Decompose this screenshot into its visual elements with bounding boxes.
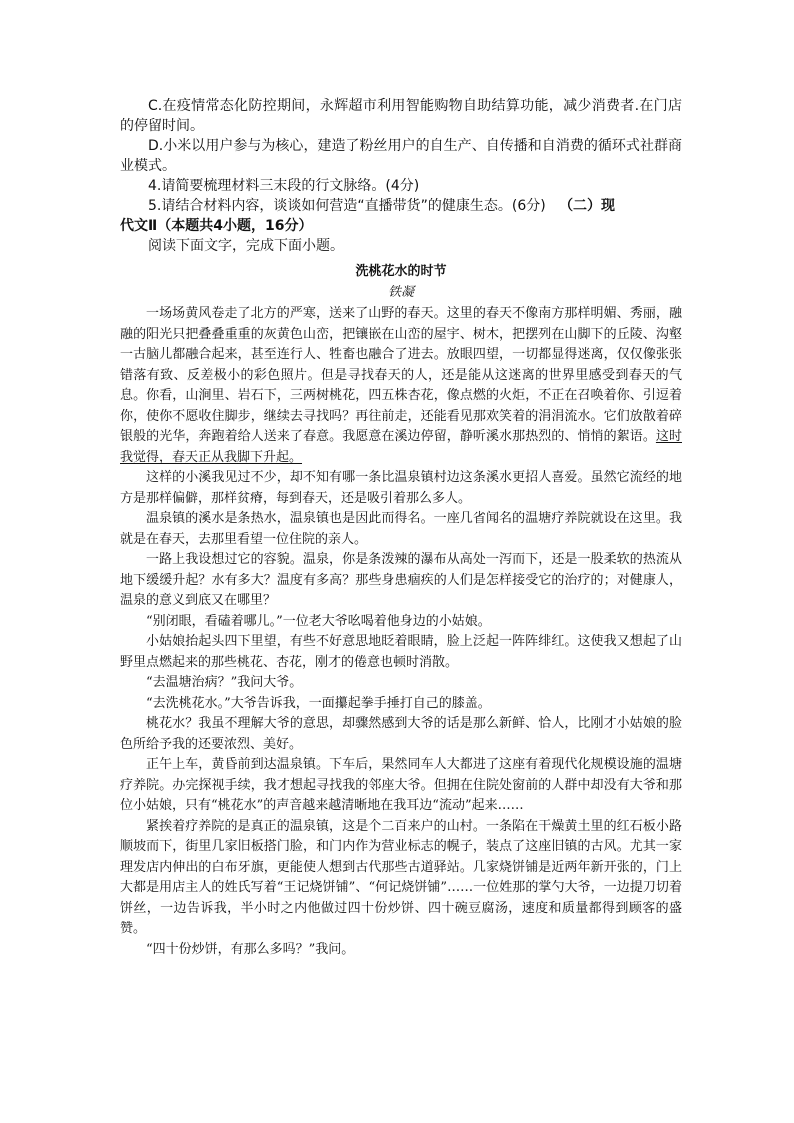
article-header xyxy=(120,262,682,303)
paragraph-2: 这样的小溪我见过不少，却不知有哪一条比温泉镇村边这条溪水更招人喜爱。虽然它流经的地方是那样偏僻，那样贫瘠，每到春天，还是吸引着那么多人。 xyxy=(120,470,682,506)
paragraph-5: “别闭眼，看磕着哪儿。”一位老大爷吆喝着他身边的小姑娘。 xyxy=(146,613,491,629)
section-2-heading-start: （二）现 xyxy=(559,198,616,214)
reading-instruction: 阅读下面文字，完成下面小题。 xyxy=(148,238,344,254)
paragraph-10: 正午上车，黄昏前到达温泉镇。下车后，果然同车人大都进了这座有着现代化规模设施的温塘疗养院。办完探视手续，我才想起寻找我的邻座大爷。但拥在住院处窗前的人群中却没有大爷和那位小姑娘，只有“桃花水”的声音越来越清晰地在我耳边“流动”起来…… xyxy=(120,757,682,813)
section-2-heading-end: 代文Ⅱ（本题共4小题，16分） xyxy=(120,218,313,234)
question-5 xyxy=(120,196,682,216)
question-4: 4.请简要梳理材料三末段的行文脉络。(4分) xyxy=(148,178,420,194)
underlined-sentence: 这时我觉得，春天正从我脚下升起。 xyxy=(120,429,682,465)
paragraph-8: “去洗桃花水。”大爷告诉我，一面攥起拳手捶打自己的膝盖。 xyxy=(146,695,491,711)
article-body xyxy=(120,304,682,960)
question-5-text: 5.请结合材料内容，谈谈如何营造“直播带货”的健康生态。(6分) xyxy=(148,198,546,214)
paragraph-1 xyxy=(120,304,682,468)
paragraph-1-main: 一场场黄风卷走了北方的严寒，送来了山野的春天。这里的春天不像南方那样明媚、秀丽，融融的阳光只把叠叠重重的灰黄色山峦，把镶嵌在山峦的屋宇、树木，把摆列在山脚下的丘陵、沟壑一古脑儿都融合起来，甚至连行人、牲畜也融合了进去。放眼四望，一切都显得迷离，仅仅像张张错落有致、反差极小的彩色照片。但是寻找春天的人，还是能从这迷离的世界里感受到春天的气息。你看，山涧里、岩石下，三两树桃花，四五株杏花，像点燃的火炬，不正在召唤着你、引逗着你，使你不愿收住脚步，继续去寻找吗？再往前走，还能看见那欢笑着的涓涓流水。它们放散着碎银般的光华，奔跑着给人送来了春意。我愿意在溪边停留，静听溪水那热烈的、悄悄的絮语。 xyxy=(120,306,682,444)
article-author: 铁凝 xyxy=(387,284,414,300)
paragraph-9: 桃花水？我虽不理解大爷的意思，却骤然感到大爷的话是那么新鲜、恰人，比刚才小姑娘的脸色所给予我的还要浓烈、美好。 xyxy=(120,716,682,752)
paragraph-3: 温泉镇的溪水是条热水，温泉镇也是因此而得名。一座几省闻名的温塘疗养院就设在这里。我就是在春天，去那里看望一位住院的亲人。 xyxy=(120,511,682,547)
paragraph-11: 紧挨着疗养院的是真正的温泉镇，这是个二百来户的山村。一条陷在干燥黄土里的红石板小路顺坡而下，街里几家旧板搭门脸，和门内作为营业标志的幌子，装点了这座旧镇的古风。尤其一家理发店内伸出的白布牙旗，更能使人想到古代那些古道驿站。几家烧饼铺是近两年新开张的，门上大都是用店主人的姓氏写着“王记烧饼铺”、“何记烧饼铺”……一位姓那的掌勺大爷，一边提刀切着饼丝，一边告诉我，半小时之内他做过四十份炒饼、四十碗豆腐汤，速度和质量都得到顾客的盛赞。 xyxy=(120,818,682,936)
option-c: C.在疫情常态化防控期间，永辉超市利用智能购物自助结算功能，减少消费者.在门店的停留时间。 xyxy=(120,98,682,134)
article-title: 洗桃花水的时节 xyxy=(355,264,447,279)
paragraph-6: 小姑娘抬起头四下里望，有些不好意思地眨着眼睛，脸上泛起一阵阵绯红。这使我又想起了山野里点燃起来的那些桃花、杏花，刚才的倦意也顿时消散。 xyxy=(120,634,682,670)
paragraph-12: “四十份炒饼，有那么多吗？”我问。 xyxy=(146,941,355,957)
option-d: D.小米以用户参与为核心，建造了粉丝用户的自生产、自传播和自消费的循环式社群商业模式。 xyxy=(120,138,682,174)
paragraph-7: “去温塘治病？”我问大爷。 xyxy=(146,675,303,690)
paragraph-4: 一路上我设想过它的容貌。温泉，你是条泼辣的瀑布从高处一泻而下，还是一股柔软的热流从地下缓缓升起？水有多大？温度有多高？那些身患痼疾的人们是怎样接受它的治疗的；对健康人，温泉的意义到底又在哪里？ xyxy=(120,552,682,608)
question-section xyxy=(120,96,682,256)
